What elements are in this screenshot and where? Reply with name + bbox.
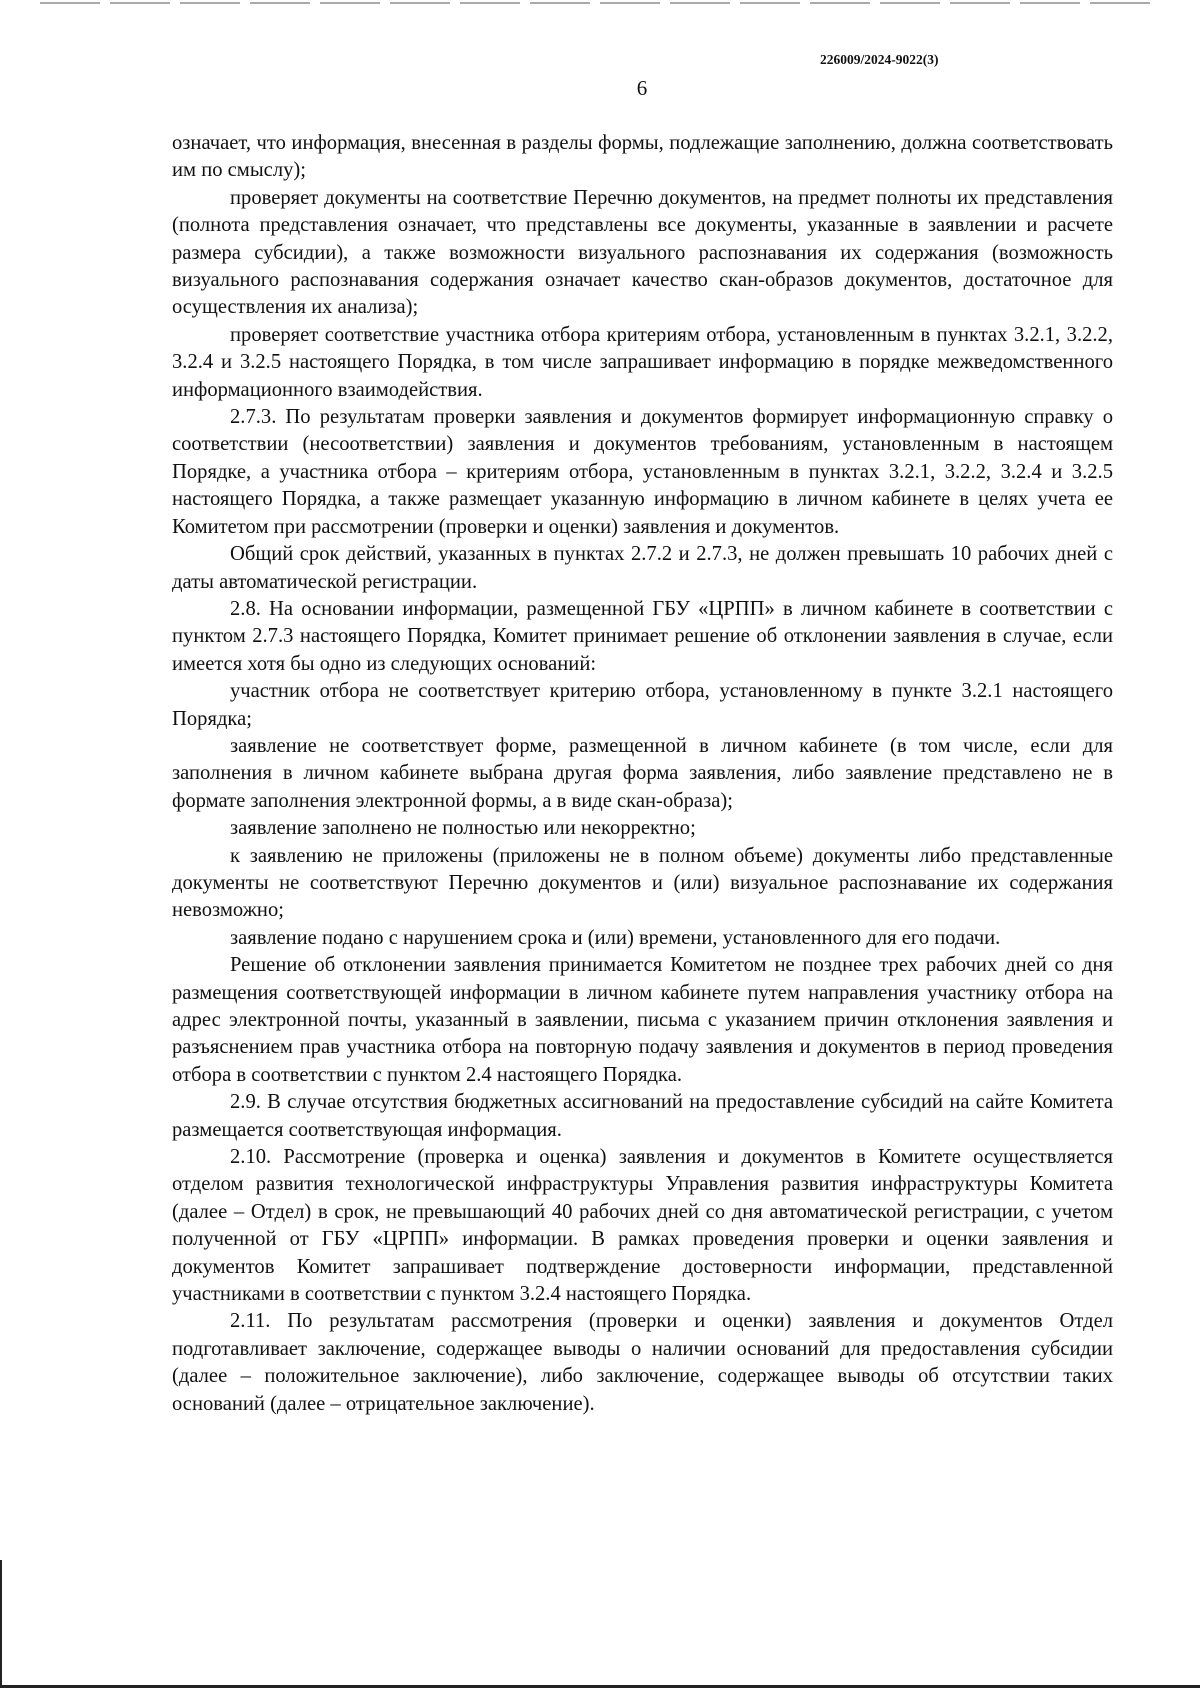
paragraph-list-item: заявление не соответствует форме, размещенной в личном кабинете (в том числе, если для заполнения в личном кабинете выбрана другая форма заявления, либо заявление представлено не в формате заполнения электронной формы, а в виде скан-образа); <box>172 734 1113 812</box>
paragraph-list-item: участник отбора не соответствует критерию отбора, установленному в пункте 3.2.1 настоящего Порядка; <box>172 680 1113 730</box>
paragraph: Общий срок действий, указанных в пунктах 2.7.2 и 2.7.3, не должен превышать 10 рабочих дней с даты автоматической регистрации. <box>172 543 1113 593</box>
paragraph-clause-2-7-3: 2.7.3. По результатам проверки заявления и документов формирует информационную справку о соответствии (несоответствии) заявления и документов требованиям, установленным в настоящем Порядке, а участника отбора – критериям отбора, установленным в пунктах 3.2.1, 3.2.2, 3.2.4 и 3.2.5 настоящего Порядка, а также размещает указанную информацию в личном кабинете в целях учета ее Комитетом при рассмотрении (проверки и оценки) заявления и документов. <box>172 406 1113 538</box>
page-number: 6 <box>636 76 648 100</box>
paragraph: проверяет документы на соответствие Перечню документов, на предмет полноты их представления (полнота представления означает, что представлены все документы, указанные в заявлении и расчете размера субсидии), а также возможности визуального распознавания их содержания (возможность визуального распознавания содержания означает качество скан-образов документов, достаточное для осуществления их анализа); <box>172 186 1113 319</box>
document-number: 226009/2024-9022(3) <box>820 52 939 67</box>
paragraph: Решение об отклонении заявления принимается Комитетом не позднее трех рабочих дней со дня размещения соответствующей информации в личном кабинете путем направления участнику отбора на адрес электронной почты, указанный в заявлении, письма с указанием причин отклонения заявления и разъяснением прав участника отбора на повторную подачу заявления и документов в период проведения отбора в соответствии с пунктом 2.4 настоящего Порядка. <box>172 954 1113 1086</box>
paragraph-clause-2-9: 2.9. В случае отсутствия бюджетных ассигнований на предоставление субсидий на сайте Комитета размещается соответствующая информация. <box>172 1091 1113 1141</box>
paragraph-continuation: означает, что информация, внесенная в разделы формы, подлежащие заполнению, должна соответствовать им по смыслу); <box>172 132 1113 182</box>
scan-artifact-left-edge <box>0 1560 2 1688</box>
document-body <box>172 130 1113 1418</box>
paragraph-clause-2-10: 2.10. Рассмотрение (проверка и оценка) заявления и документов в Комитете осуществляется отделом развития технологической инфраструктуры Управления развития инфраструктуры Комитета (далее – Отдел) в срок, не превышающий 40 рабочих дней со дня автоматической регистрации, с учетом полученной от ГБУ «ЦРПП» информации. В рамках проведения проверки и оценки заявления и документов Комитет запрашивает подтверждение достоверности информации, представленной участниками в соответствии с пунктом 3.2.4 настоящего Порядка. <box>172 1146 1113 1306</box>
paragraph-list-item: к заявлению не приложены (приложены не в полном объеме) документы либо представленные документы не соответствуют Перечню документов и (или) визуальное распознавание их содержания невозможно; <box>172 844 1113 922</box>
scan-artifact-top <box>40 2 1160 4</box>
paragraph-clause-2-8: 2.8. На основании информации, размещенной ГБУ «ЦРПП» в личном кабинете в соответствии с пунктом 2.7.3 настоящего Порядка, Комитет принимает решение об отклонении заявления в случае, если имеется хотя бы одно из следующих оснований: <box>172 597 1113 675</box>
paragraph-list-item: заявление подано с нарушением срока и (или) времени, установленного для его подачи. <box>230 926 1001 949</box>
paragraph-clause-2-11: 2.11. По результатам рассмотрения (проверки и оценки) заявления и документов Отдел подготавливает заключение, содержащее выводы о наличии оснований для предоставления субсидии (далее – положительное заключение), либо заключение, содержащее выводы об отсутствии таких оснований (далее – отрицательное заключение). <box>172 1310 1113 1415</box>
paragraph-list-item: заявление заполнено не полностью или некорректно; <box>230 817 696 840</box>
paragraph: проверяет соответствие участника отбора критериям отбора, установленным в пунктах 3.2.1, 3.2.2, 3.2.4 и 3.2.5 настоящего Порядка, в том числе запрашивает информацию в порядке межведомственного информационного взаимодействия. <box>172 323 1113 401</box>
